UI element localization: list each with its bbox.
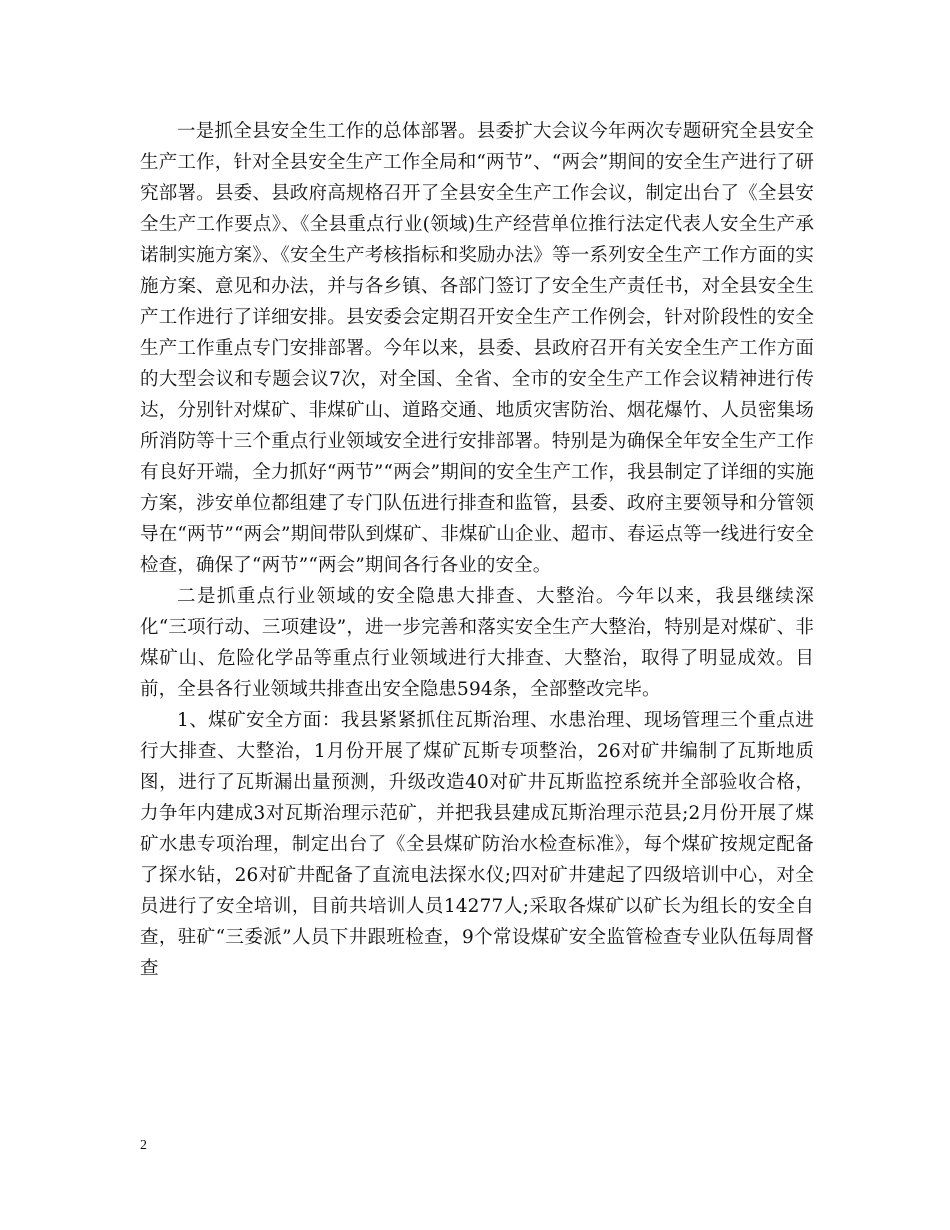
paragraph-hazard-inspection: 二是抓重点行业领域的安全隐患大排查、大整治。今年以来，我县继续深化“三项行动、三项建设”，进一步完善和落实安全生产大整治，特别是对煤矿、非煤矿山、危险化学品等重点行业领域进行大排查、大整治，取得了明显成效。目前，全县各行业领域共排查出安全隐患594条，全部整改完毕。 [140,586,814,700]
paragraph-overall-deployment: 一是抓全县安全生工作的总体部署。县委扩大会议今年两次专题研究全县安全生产工作，针对全县安全生产工作全局和“两节”、“两会”期间的安全生产进行了研究部署。县委、县政府高规格召开了全县安全生产工作会议，制定出台了《全县安全生产工作要点》、《全县重点行业(领域)生产经营单位推行法定代表人安全生产承诺制实施方案》、《安全生产考核指标和奖励办法》等一系列安全生产工作方面的实施方案、意见和办法，并与各乡镇、各部门签订了安全生产责任书，对全县安全生产工作进行了详细安排。县安委会定期召开安全生产工作例会，针对阶段性的安全生产工作重点专门安排部署。今年以来，县委、县政府召开有关安全生产工作方面的大型会议和专题会议7次，对全国、全省、全市的安全生产工作会议精神进行传达，分别针对煤矿、非煤矿山、道路交通、地质灾害防治、烟花爆竹、人员密集场所消防等十三个重点行业领域安全进行安排部署。特别是为确保全年安全生产工作有良好开端，全力抓好“两节”“两会”期间的安全生产工作，我县制定了详细的实施方案，涉安单位都组建了专门队伍进行排查和监管，县委、政府主要领导和分管领导在“两节”“两会”期间带队到煤矿、非煤矿山企业、超市、春运点等一线进行安全检查，确保了“两节”“两会”期间各行各业的安全。 [140,121,814,576]
page-number: 2 [140,1138,147,1153]
paragraph-coal-mine-safety: 1、煤矿安全方面：我县紧紧抓住瓦斯治理、水患治理、现场管理三个重点进行大排查、大整治，1月份开展了煤矿瓦斯专项整治，26对矿井编制了瓦斯地质图，进行了瓦斯漏出量预测，升级改造40对矿井瓦斯监控系统并全部验收合格，力争年内建成3对瓦斯治理示范矿，并把我县建成瓦斯治理示范县;2月份开展了煤矿水患专项治理，制定出台了《全县煤矿防治水检查标准》，每个煤矿按规定配备了探水钻，26对矿井配备了直流电法探水仪;四对矿井建起了四级培训中心，对全员进行了安全培训，目前共培训人员14277人;采取各煤矿以矿长为组长的安全自查，驻矿“三委派”人员下井跟班检查，9个常设煤矿安全监管检查专业队伍每周督查 [140,710,814,979]
document-body [140,116,814,984]
